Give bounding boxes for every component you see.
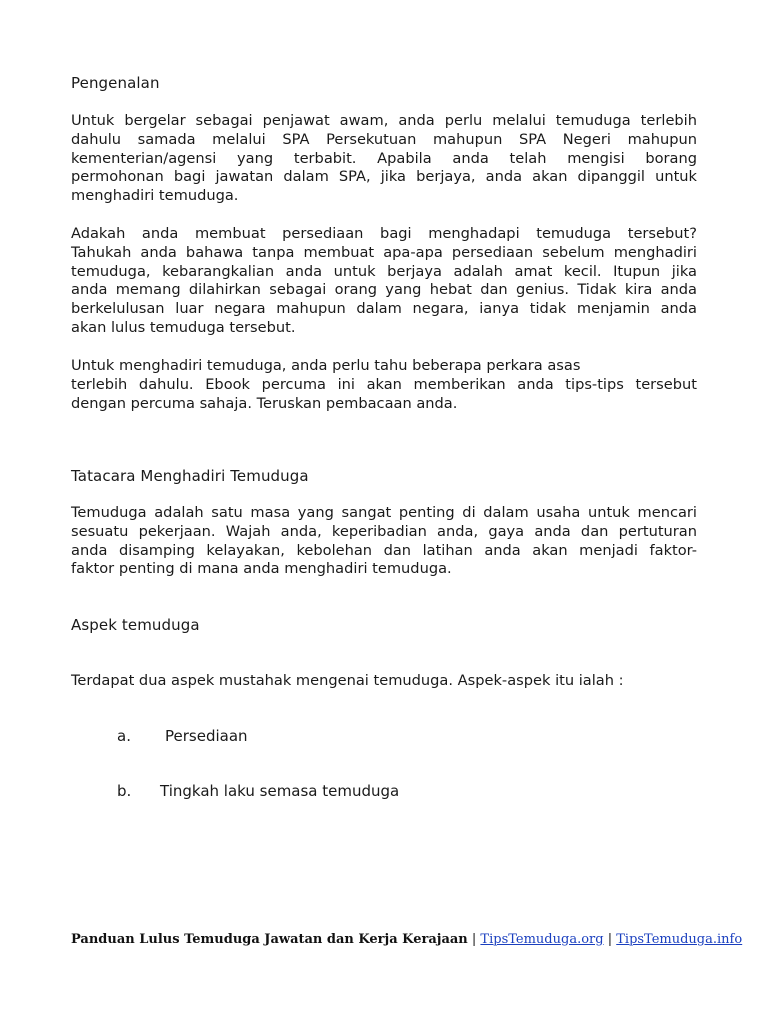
heading-aspek: Aspek temuduga [71, 616, 200, 634]
list-item-text: Persediaan [165, 727, 248, 745]
paragraph-tatacara [71, 504, 697, 579]
text-line: temuduga, kebarangkalian anda untuk berjaya adalah amat kecil. Itupun jika [71, 262, 697, 280]
footer-title: Panduan Lulus Temuduga Jawatan dan Kerja Kerajaan [71, 932, 468, 947]
paragraph-intro-2 [71, 225, 697, 338]
text-line: Adakah anda membuat persediaan bagi menghadapi temuduga tersebut? [71, 225, 697, 242]
list-marker: a. [117, 727, 131, 745]
text-line: permohonan bagi jawatan dalam SPA, jika berjaya, anda akan dipanggil untuk [71, 168, 697, 186]
text-line: sesuatu pekerjaan. Wajah anda, keperibadian anda, gaya anda dan pertuturan [71, 522, 697, 540]
list-item-text: Tingkah laku semasa temuduga [160, 782, 400, 800]
text-line: Untuk menghadiri temuduga, anda perlu tahu beberapa perkara asas [71, 357, 581, 374]
text-line: anda disamping kelayakan, kebolehan dan latihan anda akan menjadi faktor- [71, 541, 697, 559]
text-line: Temuduga adalah satu masa yang sangat penting di dalam usaha untuk mencari [71, 504, 697, 521]
paragraph-aspek-intro [71, 672, 697, 691]
text-line: Tahukah anda bahawa tanpa membuat apa-apa persediaan sebelum menghadiri [71, 243, 697, 261]
paragraph-intro-3 [71, 357, 697, 413]
heading-tatacara: Tatacara Menghadiri Temuduga [71, 467, 309, 485]
text-line: berkelulusan luar negara mahupun dalam negara, ianya tidak menjamin anda [71, 300, 697, 318]
page-footer [71, 932, 742, 947]
text-line: dahulu samada melalui SPA Persekutuan mahupun SPA Negeri mahupun [71, 130, 697, 148]
footer-link-org[interactable]: TipsTemuduga.org [480, 932, 604, 947]
footer-separator: | [471, 932, 477, 947]
text-line: faktor penting di mana anda menghadiri temuduga. [71, 560, 452, 578]
text-line: terlebih dahulu. Ebook percuma ini akan memberikan anda tips-tips tersebut [71, 375, 697, 393]
footer-link-info[interactable]: TipsTemuduga.info [616, 932, 743, 947]
text-line: Terdapat dua aspek mustahak mengenai temuduga. Aspek-aspek itu ialah : [71, 672, 624, 689]
text-line: kementerian/agensi yang terbabit. Apabila anda telah mengisi borang [71, 149, 697, 167]
text-line: dengan percuma sahaja. Teruskan pembacaan anda. [71, 394, 458, 412]
text-line: Untuk bergelar sebagai penjawat awam, anda perlu melalui temuduga terlebih [71, 112, 697, 129]
heading-pengenalan: Pengenalan [71, 74, 160, 92]
paragraph-intro-1 [71, 112, 697, 206]
text-line: menghadiri temuduga. [71, 187, 239, 205]
list-marker: b. [117, 782, 132, 800]
text-line: anda memang dilahirkan sebagai orang yang hebat dan genius. Tidak kira anda [71, 281, 697, 299]
text-line: akan lulus temuduga tersebut. [71, 318, 296, 336]
footer-separator: | [607, 932, 613, 947]
